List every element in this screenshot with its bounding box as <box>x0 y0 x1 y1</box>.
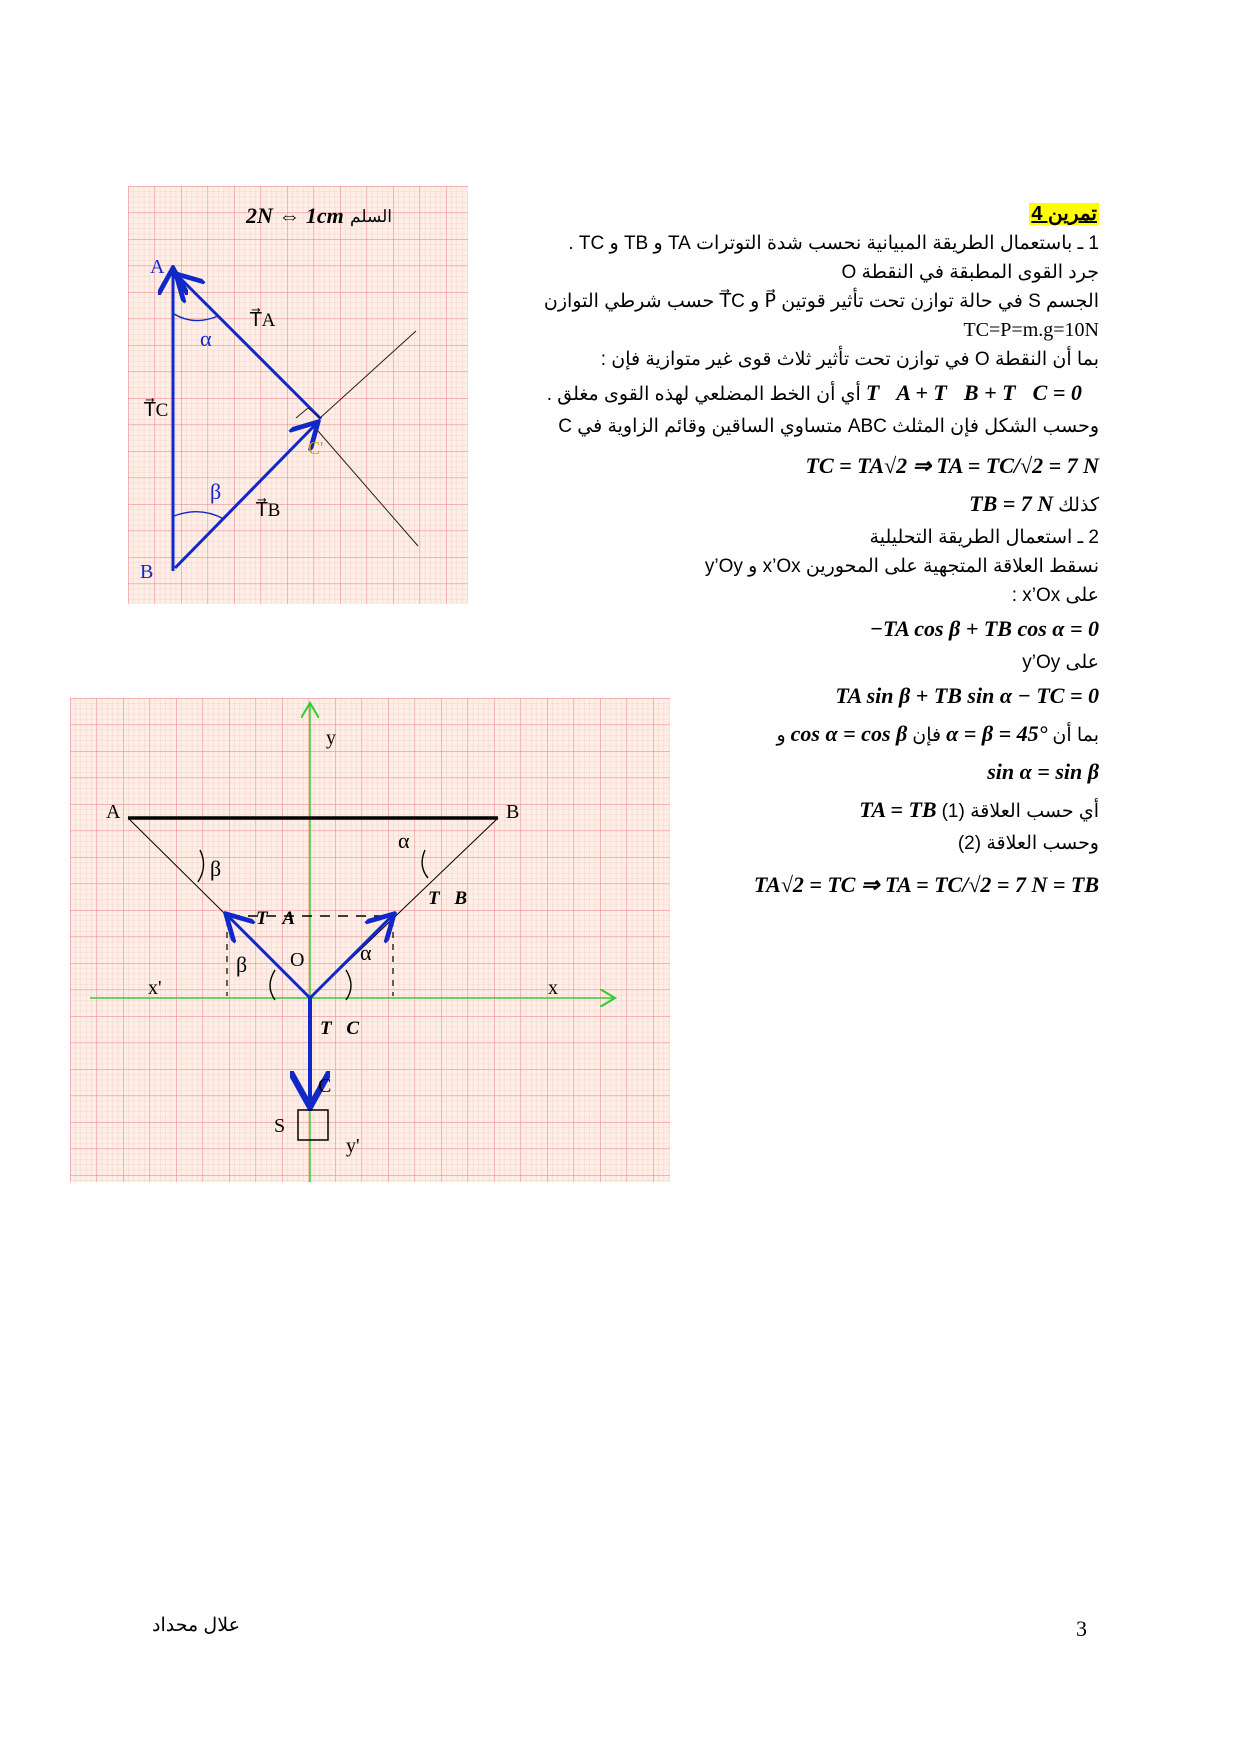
text-line: 2 ـ استعمال الطريقة التحليلية <box>869 527 1099 548</box>
label-ta: T⃗A <box>256 908 296 929</box>
label-ta: T⃗A <box>250 310 276 331</box>
text-line: كذلك <box>1058 495 1099 516</box>
page-number: 3 <box>1076 1616 1087 1641</box>
label-beta-top: β <box>210 856 222 881</box>
text-line: TC=P=m.g=10N <box>963 319 1099 341</box>
text-line: نسقط العلاقة المتجهية على المحورين x’Ox و y’Oy <box>704 556 1099 577</box>
equation-tc-relation: TC = TA√2 ⇒ TA = TC/√2 = 7 N <box>805 453 1099 478</box>
label-tb: T⃗B <box>256 500 281 521</box>
equation-tb-value: TB = 7 N <box>969 491 1054 516</box>
scale-word: السلم <box>350 207 393 226</box>
equation-vector-sum: T⃗A + T⃗B + T⃗C = 0⃗ <box>865 380 1099 405</box>
text-line: بما أن النقطة O في توازن تحت تأثير ثلاث قوى غير متوازية فإن : <box>600 349 1099 370</box>
text-line: فإن <box>912 725 942 746</box>
equation-ta-eq-tb: TA = TB <box>859 797 937 822</box>
label-tc: T⃗C <box>320 1018 360 1039</box>
text-line: و <box>776 725 786 746</box>
label-a: A <box>150 256 165 278</box>
label-alpha-bottom: α <box>360 940 372 965</box>
text-line: الجسم S في حالة توازن تحت تأثير قوتين P⃗ و T⃗C حسب شرطي التوازن <box>543 291 1099 312</box>
label-y-prime: y' <box>346 1135 360 1157</box>
text-line: 1 ـ باستعمال الطريقة المبيانية نحسب شدة التوترات TA و TB و TC . <box>568 233 1099 254</box>
equation-cos-equal: cos α = cos β <box>790 721 908 746</box>
label-x-prime: x' <box>148 977 162 999</box>
label-b: B <box>506 801 520 823</box>
text-line: جرد القوى المطبقة في النقطة O <box>841 262 1099 283</box>
label-tb: T⃗B <box>428 888 468 909</box>
figure-graphical-method <box>128 186 468 604</box>
author-name: علال محداد <box>152 1615 240 1636</box>
equation-sin-equal: sin α = sin β <box>987 759 1099 784</box>
label-y: y <box>326 727 336 749</box>
text-line: أي حسب العلاقة (1) <box>941 801 1099 822</box>
text-line: أي أن الخط المضلعي لهذه القوى مغلق . <box>546 384 861 405</box>
text-line: على y’Oy <box>1022 652 1099 673</box>
label-tc: T⃗C <box>144 400 169 421</box>
exercise-title: تمرين 4 <box>1031 203 1097 225</box>
scale-label: 2N ⇔ 1cm <box>246 203 344 228</box>
text-line: وحسب الشكل فإن المثلث ABC متساوي الساقين وقائم الزاوية في C <box>558 416 1099 437</box>
label-alpha-top: α <box>398 828 410 853</box>
label-s: S <box>274 1115 286 1137</box>
label-b: B <box>140 561 154 583</box>
label-beta: β <box>210 479 222 504</box>
equation-y-projection: TA sin β + TB sin α − TC = 0 <box>835 683 1099 708</box>
label-c: C <box>318 1075 332 1097</box>
label-o: O <box>290 949 305 971</box>
label-beta-bottom: β <box>236 952 248 977</box>
text-line: على x’Ox : <box>1011 585 1099 606</box>
label-a: A <box>106 801 121 823</box>
exercise-solution-text <box>543 200 1099 904</box>
label-x: x <box>548 977 558 999</box>
equation-angles: α = β = 45° <box>946 721 1048 746</box>
text-line: بما أن <box>1052 725 1099 746</box>
equation-final: TA√2 = TC ⇒ TA = TC/√2 = 7 N = TB <box>753 872 1099 897</box>
label-alpha: α <box>200 326 212 351</box>
equation-x-projection: −TA cos β + TB cos α = 0 <box>869 616 1099 641</box>
label-c: C' <box>308 438 324 458</box>
text-line: وحسب العلاقة (2) <box>957 833 1099 854</box>
